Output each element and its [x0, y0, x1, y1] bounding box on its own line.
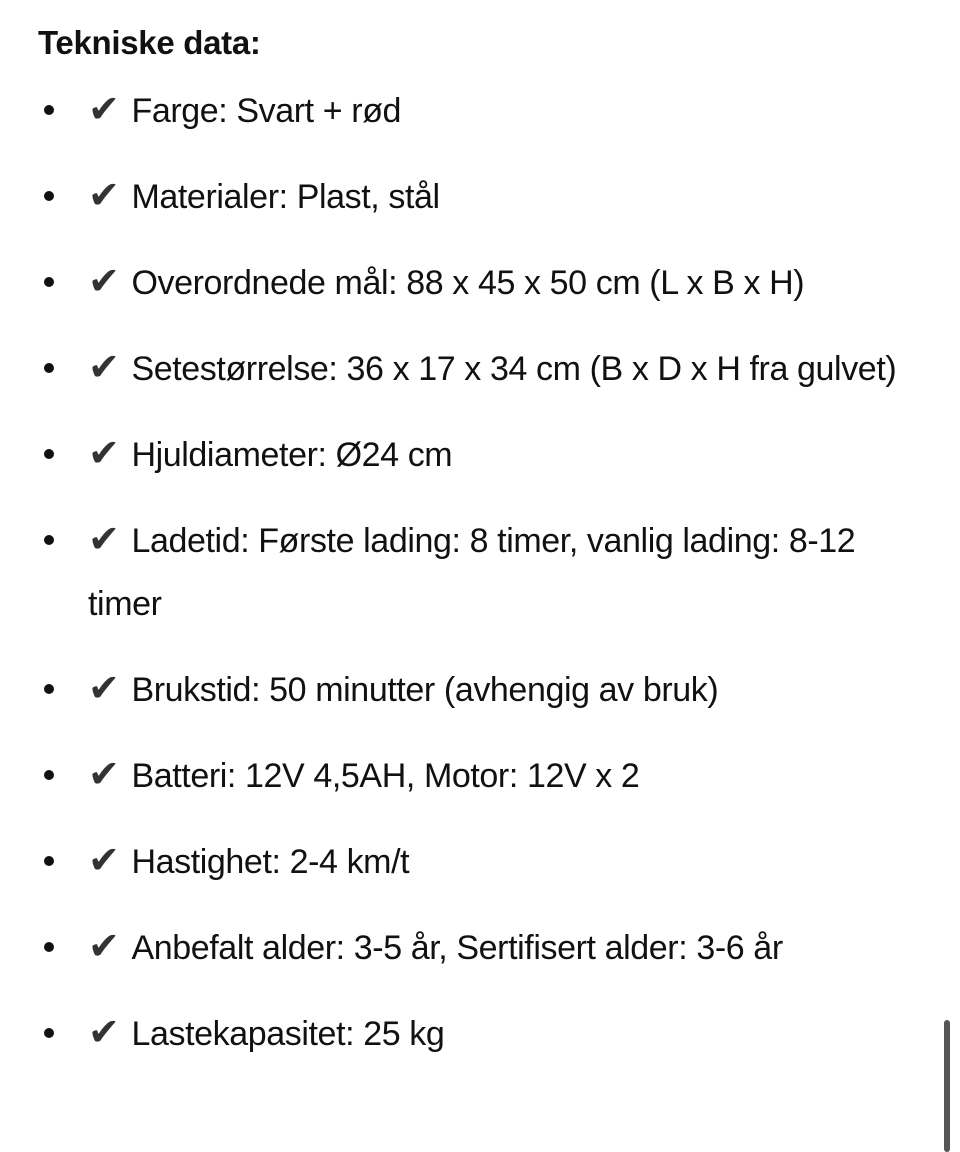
- spec-text: Overordnede mål: 88 x 45 x 50 cm (L x B x H): [131, 264, 805, 302]
- bullet-icon: [44, 105, 54, 115]
- bullet-icon: [44, 449, 54, 459]
- spec-item: [0, 250, 930, 315]
- checkmark-icon: ✔: [88, 173, 120, 217]
- checkmark-icon: ✔: [88, 752, 120, 796]
- bullet-icon: [44, 942, 54, 952]
- checkmark-icon: ✔: [88, 345, 120, 389]
- spec-item: [0, 164, 930, 229]
- spec-item: [0, 1001, 930, 1066]
- spec-text: Brukstid: 50 minutter (avhengig av bruk): [131, 671, 719, 709]
- spec-text: Hastighet: 2-4 km/t: [131, 843, 410, 881]
- spec-item: [0, 915, 930, 980]
- spec-text: Materialer: Plast, stål: [131, 178, 440, 216]
- bullet-icon: [44, 856, 54, 866]
- spec-text: Batteri: 12V 4,5AH, Motor: 12V x 2: [131, 757, 640, 795]
- scrollbar[interactable]: [944, 1020, 950, 1152]
- spec-text: Setestørrelse: 36 x 17 x 34 cm (B x D x H fra gulvet): [131, 350, 897, 388]
- bullet-icon: [44, 191, 54, 201]
- spec-item: [0, 657, 930, 722]
- bullet-icon: [44, 1028, 54, 1038]
- spec-item: [0, 829, 930, 894]
- bullet-icon: [44, 684, 54, 694]
- spec-item: [0, 422, 930, 487]
- spec-text: Farge: Svart + rød: [131, 92, 402, 130]
- spec-text: Ladetid: Første lading: 8 timer, vanlig lading: 8-12 timer: [88, 522, 856, 623]
- spec-text: Anbefalt alder: 3-5 år, Sertifisert alder: 3-6 år: [131, 929, 783, 967]
- spec-item: [0, 508, 930, 636]
- bullet-icon: [44, 535, 54, 545]
- spec-item: [0, 743, 930, 808]
- checkmark-icon: ✔: [88, 838, 120, 882]
- checkmark-icon: ✔: [88, 87, 120, 131]
- spec-text: Hjuldiameter: Ø24 cm: [131, 436, 453, 474]
- checkmark-icon: ✔: [88, 431, 120, 475]
- spec-text: Lastekapasitet: 25 kg: [131, 1015, 445, 1053]
- bullet-icon: [44, 770, 54, 780]
- checkmark-icon: ✔: [88, 1010, 120, 1054]
- bullet-icon: [44, 363, 54, 373]
- checkmark-icon: ✔: [88, 259, 120, 303]
- spec-item: [0, 78, 930, 143]
- checkmark-icon: ✔: [88, 666, 120, 710]
- bullet-icon: [44, 277, 54, 287]
- spec-list: [0, 78, 930, 1087]
- section-heading: Tekniske data:: [38, 24, 261, 61]
- checkmark-icon: ✔: [88, 517, 120, 561]
- spec-item: [0, 336, 930, 401]
- checkmark-icon: ✔: [88, 924, 120, 968]
